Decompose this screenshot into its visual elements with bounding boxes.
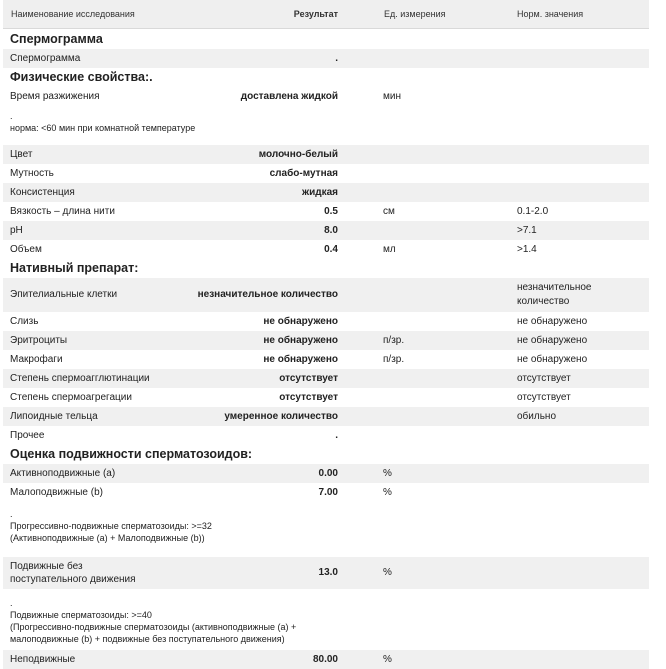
note-dot: . [10,598,13,608]
section-title: Нативный препарат: [10,261,139,275]
row-name: Подвижные без поступательного движения [10,561,136,585]
row-result: 80.00 [312,654,338,665]
row-name: Слизь [10,316,39,327]
table-row [3,331,649,350]
row-name: Эпителиальные клетки [10,289,118,300]
row-unit: мин [383,91,401,102]
table-header [3,0,649,29]
row-name: Степень спермоагрегации [10,392,132,403]
row-name: Неподвижные [10,654,76,665]
table-row [3,350,649,369]
row-name: Цвет [10,149,33,160]
row-result: не обнаружено [263,316,338,327]
table-row [3,221,649,240]
row-name: Активноподвижные (a) [10,468,116,479]
table-row [3,464,649,483]
reference-note [3,106,649,138]
lab-results-table [3,0,649,669]
section-title: Оценка подвижности сперматозоидов: [10,447,253,461]
row-result: 0.00 [318,468,338,479]
row-result: 0.4 [324,244,338,255]
row-name: Время разжижения [10,91,100,102]
row-result: 7.00 [318,487,338,498]
table-row [3,369,649,388]
row-result: не обнаружено [263,335,338,346]
row-result: молочно-белый [258,149,338,160]
note-dot: . [10,509,13,519]
table-row [3,202,649,221]
section-title: Спермограмма [10,32,103,46]
row-result: . [335,430,338,441]
row-norm: обильно [517,411,557,422]
table-row [3,483,649,502]
note-line: Подвижные сперматозоиды: >=40 [10,610,152,620]
row-unit: п/зр. [383,354,405,365]
table-row [3,278,649,312]
row-result: отсутствует [279,392,338,403]
note-line: (Активноподвижные (a) + Малоподвижные (b)) [10,533,205,543]
row-norm: не обнаружено [517,316,588,327]
row-norm: не обнаружено [517,354,588,365]
row-unit: п/зр. [383,335,405,346]
row-result: 8.0 [324,225,338,236]
row-unit: % [383,468,392,479]
note-line: норма: <60 мин при комнатной температуре [10,123,196,133]
table-row [3,87,649,106]
header-norm: Норм. значения [517,9,584,19]
row-result: 0.5 [324,206,338,217]
table-row [3,426,649,445]
row-result: . [335,53,338,64]
table-row [3,183,649,202]
row-result: отсутствует [279,373,338,384]
reference-note [3,589,649,650]
row-name: Степень спермоагглютинации [10,373,150,384]
row-norm: незначительное количество [517,282,592,307]
row-norm: отсутствует [517,392,571,403]
section-title: Физические свойства:. [10,70,153,84]
note-line: Прогрессивно-подвижные сперматозоиды: >=32 [10,521,212,531]
header-result: Результат [293,9,338,19]
row-norm: не обнаружено [517,335,588,346]
row-name: pH [10,225,23,236]
row-result: 13.0 [318,567,338,578]
table-row [3,164,649,183]
row-name: Липоидные тельца [10,411,98,422]
row-unit: % [383,487,392,498]
note-dot: . [10,111,13,121]
row-unit: мл [383,244,396,255]
table-row [3,240,649,259]
row-unit: % [383,654,392,665]
row-norm: 0.1-2.0 [517,206,549,217]
row-norm: >7.1 [517,225,537,236]
note-line: (Прогрессивно-подвижные сперматозоиды (активноподвижные (a) + [10,622,297,632]
row-unit: см [383,206,395,217]
row-name: Консистенция [10,187,75,198]
table-row [3,312,649,331]
note-line: малоподвижные (b) + подвижные без поступательного движения) [10,634,285,644]
row-name: Макрофаги [10,354,63,365]
table-row [3,557,649,589]
reference-note [3,502,649,557]
row-unit: % [383,567,392,578]
table-row [3,388,649,407]
row-name: Объем [10,244,42,255]
row-result: не обнаружено [263,354,338,365]
row-result: жидкая [302,187,338,198]
table-row [3,49,649,68]
row-result: доставлена жидкой [240,91,338,102]
row-name: Мутность [10,168,54,179]
table-row [3,145,649,164]
row-result: умеренное количество [224,411,338,422]
row-norm: >1.4 [517,244,537,255]
header-name: Наименование исследования [11,9,135,19]
row-result: слабо-мутная [269,168,338,179]
header-unit: Ед. измерения [384,9,446,19]
row-name: Вязкость – длина нити [10,206,115,217]
row-name: Эритроциты [10,335,68,346]
row-name: Спермограмма [10,53,81,64]
row-result: незначительное количество [197,289,338,300]
row-name: Малоподвижные (b) [10,487,103,498]
table-row [3,407,649,426]
row-norm: отсутствует [517,373,571,384]
table-row [3,650,649,669]
row-name: Прочее [10,430,45,441]
